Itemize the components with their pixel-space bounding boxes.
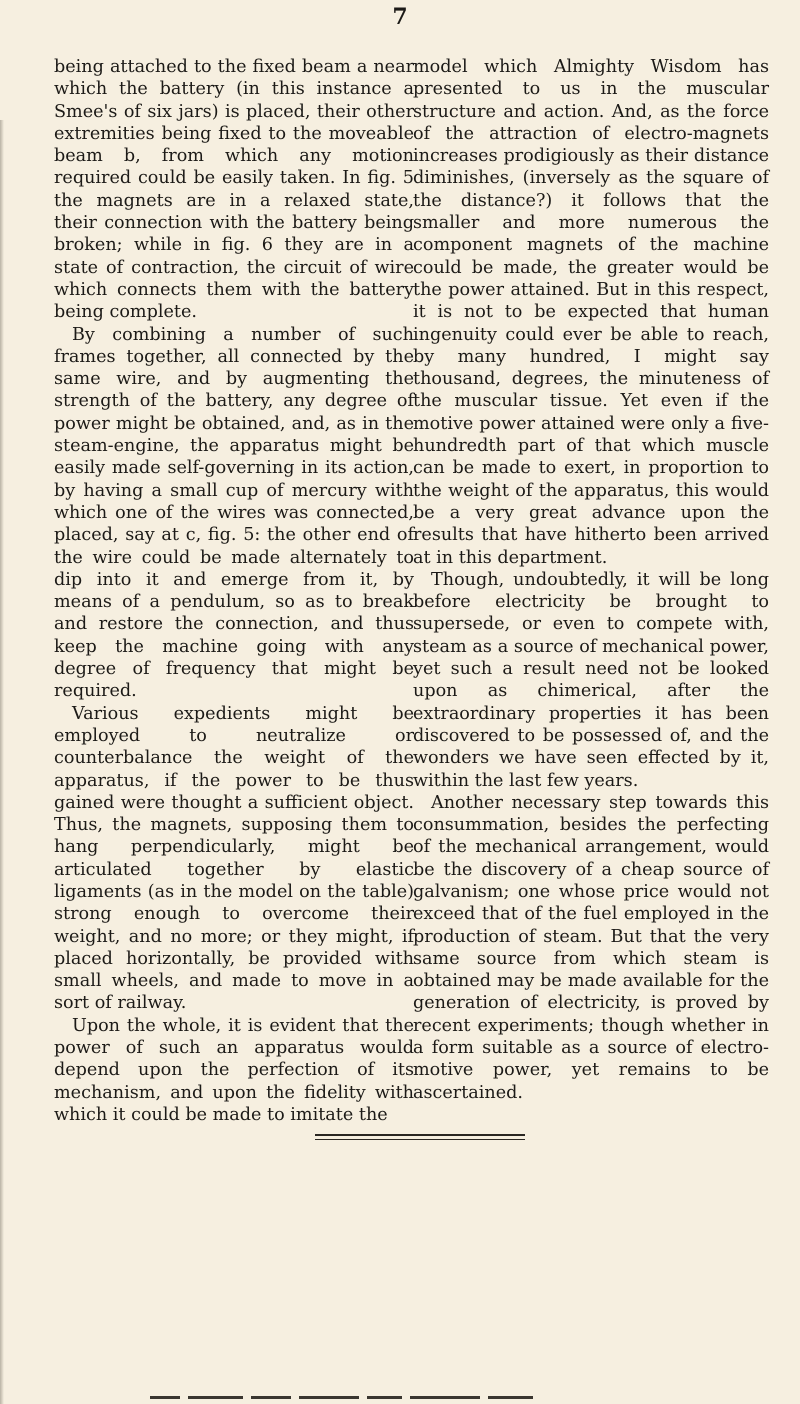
paragraph: Upon the whole, it is evident that the power of such an apparatus would depend upon the perfection of its mechanism, and upon the fidelity with which it could be made to imitate the [54, 1015, 414, 1125]
paragraph: model which Almighty Wisdom has presented to us in the muscular structure and action. And, as the force of the attraction of electro-magnets increases prodigiously as their distance diminishes, (inversely as the square of the distance?) it follows that the smaller and more numerous the component magnets of the machine could be made, the greater would be the power attained. But in this respect, it is not to be expected that human ingenuity could ever be able to reach, by many hundred, I might say thousand, degrees, the minuteness of the muscular tissue. Yet even if the motive power attained were only a five-hundredth part of that which muscle can be made to exert, in proportion to the weight of the apparatus, this would be a very great advance upon the results that have hitherto been arrived at in this department. [413, 57, 769, 568]
right-column [413, 56, 769, 1104]
paragraph: Another necessary step towards this consummation, besides the perfecting of the mechanical arrangement, would be the discovery of a cheap source of galvanism; one whose price would not exceed that of the fuel employed in the production of steam. But that the very same source from which steam is obtained may be made available for the generation of electricity, is proved by recent experiments; though whether in a form suitable as a source of electro-motive power, yet remains to be ascertained. [413, 792, 769, 1103]
page-edge-shadow [0, 120, 4, 1404]
cropped-bottom-text [150, 1388, 630, 1402]
left-column [54, 56, 414, 1126]
paragraph: Various expedients might be employed to neutralize or counterbalance the weight of the apparatus, if the power to be thus gained were thought a sufficient object. Thus, the magnets, supposing them to hang perpendicularly, might be articulated together by elastic ligaments (as in the model on the table) strong enough to overcome their weight, and no more; or they might, if placed horizontally, be provided with small wheels, and made to move in a sort of railway. [54, 703, 414, 1014]
section-divider [315, 1134, 525, 1136]
paragraph: being attached to the fixed beam a near which the battery (in this instance a Smee's of six jars) is placed, their other extremities being fixed to the moveable beam b, from which any motion required could be easily taken. In fig. 5 the magnets are in a relaxed state, their connection with the battery being broken; while in fig. 6 they are in a state of contraction, the circuit of wire which connects them with the battery being complete. [54, 57, 414, 323]
paragraph: Though, undoubtedly, it will be long before electricity be brought to supersede, or even to compete with, steam as a source of mechanical power, yet such a result need not be looked upon as chimerical, after the extraordinary properties it has been discovered to be possessed of, and the wonders we have seen effected by it, within the last few years. [413, 569, 769, 791]
section-divider-thin [315, 1139, 525, 1140]
page-number: 7 [392, 4, 408, 30]
paragraph: By combining a number of such frames together, all connected by the same wire, and by augmenting the strength of the battery, any degree of power might be obtained, and, as in the steam-engine, the apparatus might be easily made self-governing in its action, by having a small cup of mercury with which one of the wires was connected, placed, say at c, fig. 5: the other end of the wire could be made alternately to dip into it and emerge from it, by means of a pendulum, so as to break and restore the connection, and thus keep the machine going with any degree of frequency that might be required. [54, 324, 414, 702]
